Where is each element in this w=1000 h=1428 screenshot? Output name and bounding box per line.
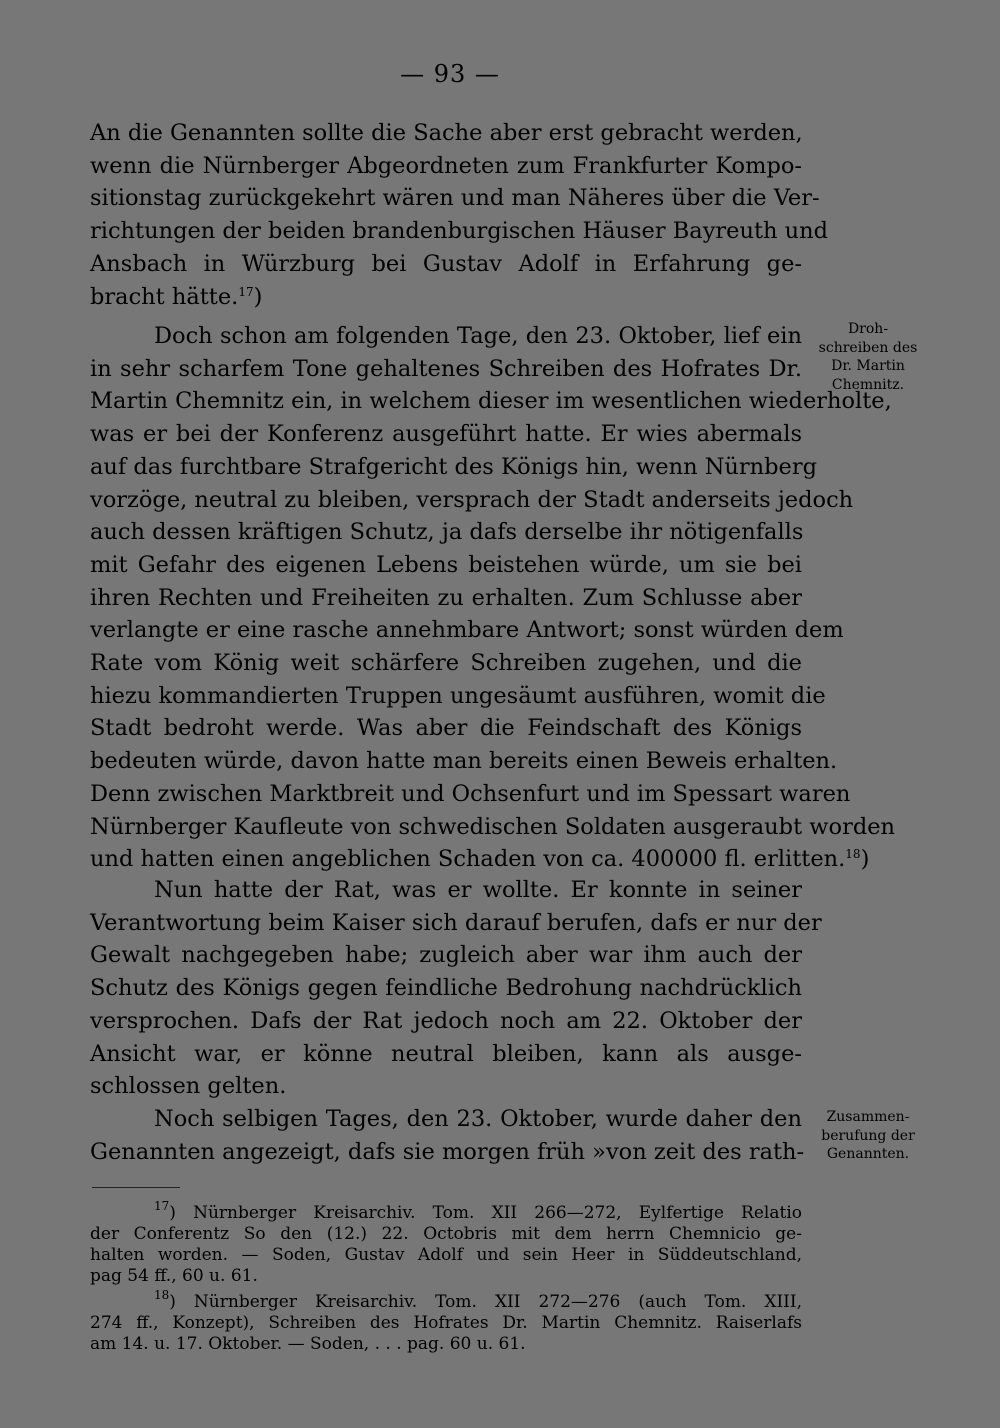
- text-line: was er bei der Konferenz ausgeführt hatte. Er wies abermals: [90, 421, 802, 448]
- footnote-line: halten worden. — Soden, Gustav Adolf und sein Heer in Süddeutschland,: [90, 1245, 802, 1265]
- text-line: Rate vom König weit schärfere Schreiben zugehen, und die: [90, 650, 802, 677]
- footnote-mark: 17: [154, 1199, 170, 1213]
- margin-note-line: Zusammen-: [826, 1109, 910, 1125]
- footnote-mark: 18: [154, 1288, 170, 1302]
- text-line: sitionstag zurückgekehrt wären und man Näheres über die Ver-: [90, 185, 820, 212]
- footnote-ref-17: 17: [238, 284, 254, 299]
- margin-note-2: [812, 1108, 924, 1164]
- margin-note-line: schreiben des: [818, 339, 918, 356]
- margin-note-line: Dr. Martin: [831, 358, 905, 374]
- text-fragment: ): [860, 846, 870, 873]
- text-line: versprochen. Dafs der Rat jedoch noch am 22. Oktober der: [90, 1007, 802, 1034]
- page-number: — 93 —: [400, 60, 500, 88]
- text-line: mit Gefahr des eigenen Lebens beistehen würde, um sie bei: [90, 551, 802, 578]
- footnote-line: 274 ff., Konzept), Schreiben des Hofrates Dr. Martin Chemnitz. Raiserlafs: [90, 1313, 802, 1333]
- footnote-line: der Conferentz So den (12.) 22. Octobris mit dem herrn Chemnicio ge-: [90, 1224, 802, 1244]
- text-line: Doch schon am folgenden Tage, den 23. Oktober, lief ein: [154, 323, 802, 349]
- margin-note-line: Droh-: [847, 321, 889, 337]
- paragraph-3: [90, 874, 822, 1103]
- text-line: verlangte er eine rasche annehmbare Antwort; sonst würden dem: [90, 617, 844, 644]
- text-line: Nun hatte der Rat, was er wollte. Er konnte in seiner: [154, 877, 802, 903]
- paragraph-2: [90, 320, 896, 876]
- footnote-separator: [92, 1187, 180, 1188]
- footnote-line: [90, 1199, 802, 1224]
- text-fragment: bracht hätte.: [90, 283, 239, 310]
- text-line: Noch selbigen Tages, den 23. Oktober, wurde daher den: [154, 1106, 802, 1132]
- text-line: auch dessen kräftigen Schutz, ja dafs derselbe ihr nötigenfalls: [90, 519, 804, 546]
- text-line: ihren Rechten und Freiheiten zu erhalten. Zum Schlusse aber: [90, 584, 802, 611]
- text-line: Ansicht war, er könne neutral bleiben, kann als ausge-: [90, 1040, 802, 1067]
- text-line: Genannten angezeigt, dafs sie morgen früh »von zeit des rath-: [90, 1138, 805, 1165]
- footnote-line: am 14. u. 17. Oktober. — Soden, . . . pag. 60 u. 61.: [90, 1334, 526, 1354]
- footnote-18: [90, 1288, 802, 1355]
- text-line: Verantwortung beim Kaiser sich darauf berufen, dafs er nur der: [90, 909, 822, 936]
- text-line: in sehr scharfem Tone gehaltenes Schreiben des Hofrates Dr.: [90, 355, 802, 382]
- text-line: richtungen der beiden brandenburgischen Häuser Bayreuth und: [90, 218, 829, 245]
- margin-note-line: Genannten.: [826, 1146, 910, 1162]
- text-line: Ansbach in Würzburg bei Gustav Adolf in Erfahrung ge-: [90, 250, 802, 277]
- margin-note-line: Chemnitz.: [831, 376, 905, 393]
- text-line: Nürnberger Kaufleute von schwedischen Soldaten ausgeraubt worden: [90, 813, 896, 840]
- footnote-17: [90, 1199, 802, 1287]
- margin-note-line: berufung der: [821, 1127, 915, 1144]
- paragraph-4: [90, 1103, 805, 1168]
- text-fragment: ): [253, 283, 263, 310]
- text-line: auf das furchtbare Strafgericht des Königs hin, wenn Nürnberg: [90, 453, 818, 480]
- text-line: bedeuten würde, davon hatte man bereits einen Beweis erhalten.: [90, 748, 838, 775]
- text-line: Martin Chemnitz ein, in welchem dieser im wesentlichen wiederholte,: [90, 388, 892, 415]
- text-fragment: ) Nürnberger Kreisarchiv. Tom. XII 272—276 (auch Tom. XIII,: [169, 1292, 802, 1312]
- text-line: [90, 281, 802, 314]
- text-line: schlossen gelten.: [90, 1073, 287, 1100]
- text-line: vorzöge, neutral zu bleiben, versprach der Stadt anderseits jedoch: [90, 486, 854, 513]
- paragraph-1: [90, 117, 829, 313]
- text-line: [90, 843, 870, 876]
- margin-note-1: [812, 320, 924, 394]
- text-line: Denn zwischen Marktbreit und Ochsenfurt und im Spessart waren: [90, 780, 851, 807]
- footnote-line: pag 54 ff., 60 u. 61.: [90, 1266, 258, 1286]
- text-line: Stadt bedroht werde. Was aber die Feindschaft des Königs: [90, 715, 802, 742]
- text-fragment: und hatten einen angeblichen Schaden von ca. 400000 fl. erlitten.: [90, 846, 846, 873]
- text-line: Schutz des Königs gegen feindliche Bedrohung nachdrücklich: [90, 975, 802, 1002]
- text-line: Gewalt nachgegeben habe; zugleich aber war ihm auch der: [90, 942, 802, 969]
- footnote-line: [90, 1288, 802, 1313]
- footnote-ref-18: 18: [845, 847, 861, 862]
- text-line: An die Genannten sollte die Sache aber erst gebracht werden,: [90, 120, 803, 146]
- text-fragment: ) Nürnberger Kreisarchiv. Tom. XII 266—272, Eylfertige Relatio: [169, 1203, 802, 1223]
- text-line: hiezu kommandierten Truppen ungesäumt ausführen, womit die: [90, 682, 826, 709]
- text-line: wenn die Nürnberger Abgeordneten zum Frankfurter Kompo-: [90, 152, 802, 179]
